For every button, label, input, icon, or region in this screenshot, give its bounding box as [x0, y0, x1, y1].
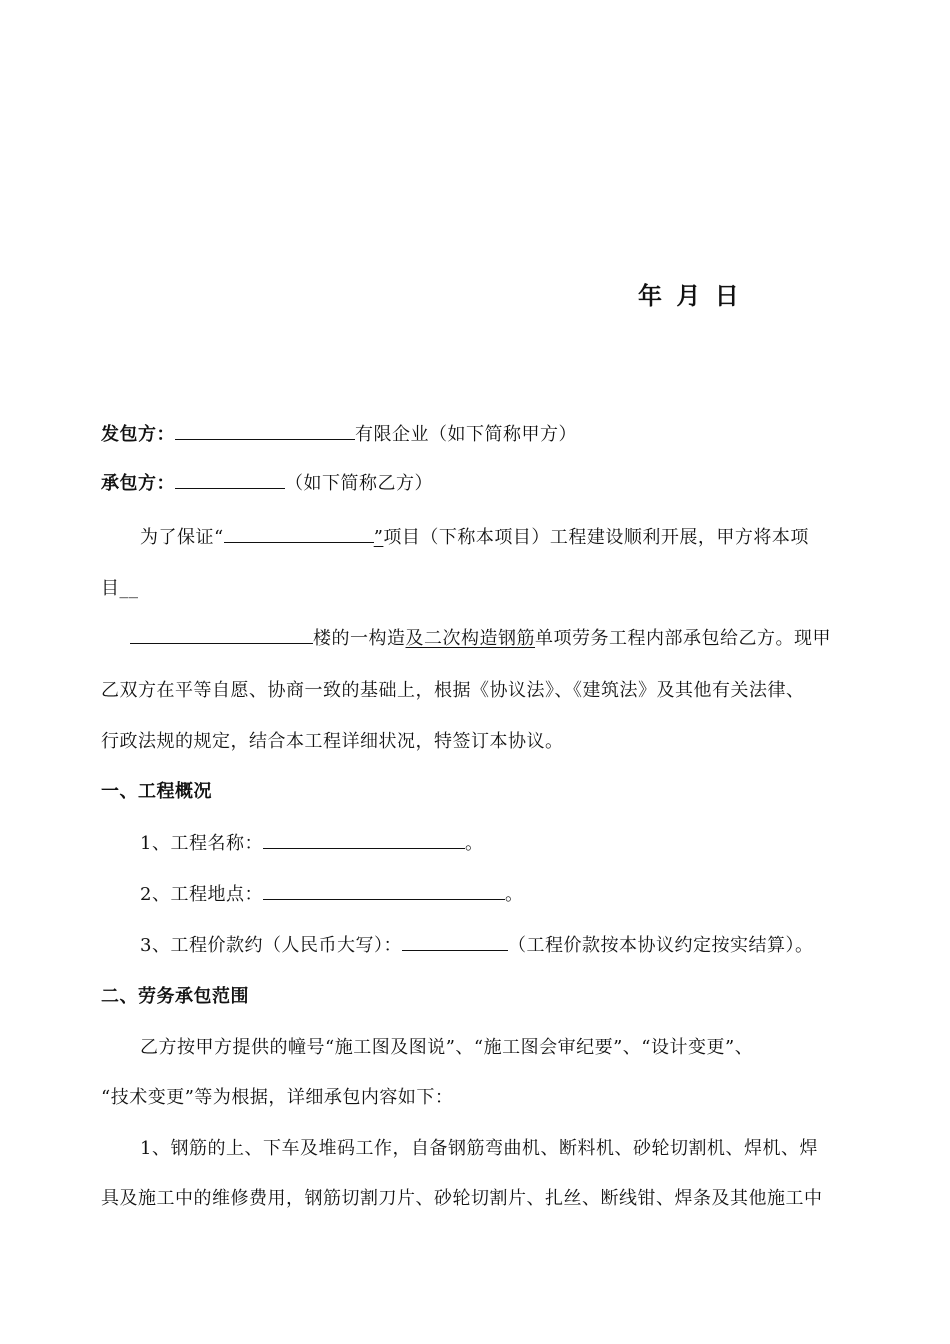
item-end: （工程价款按本协议约定按实结算）。 [507, 935, 814, 956]
contractor-label: 发包方： [101, 424, 175, 445]
section-2-line-1: 乙方按甲方提供的幢号“施工图及图说”、“施工图会审纪要”、“设计变更”、 [140, 1037, 754, 1058]
contractor-line [101, 422, 577, 447]
section-2-line-3: 1、钢筋的上、下车及堆码工作，自备钢筋弯曲机、断料机、砂轮切割机、焊机、焊 [140, 1138, 818, 1159]
building-blank[interactable] [130, 626, 313, 644]
project-location-field[interactable] [263, 882, 505, 900]
quote-end: ” [373, 527, 384, 548]
item-label: 2、工程地点： [140, 884, 263, 905]
project-location-item [140, 882, 523, 907]
intro-line-1 [140, 525, 809, 550]
intro-text: 楼的一构造 [313, 628, 406, 649]
intro-line-2: 目__ [101, 578, 139, 599]
project-name-field[interactable] [263, 831, 465, 849]
subcontractor-label: 承包方： [101, 473, 175, 494]
underlined-scope: 及二次构造钢筋 [405, 628, 535, 649]
intro-text: 为了保证“ [140, 527, 224, 548]
item-end: 。 [464, 833, 484, 854]
section-2-line-2: “技术变更”等为根据，详细承包内容如下： [101, 1087, 454, 1108]
project-price-field[interactable] [402, 933, 508, 951]
intro-line-5: 行政法规的规定，结合本工程详细状况，特签订本协议。 [101, 731, 564, 752]
project-price-item [140, 933, 813, 958]
contractor-name-blank[interactable] [175, 422, 355, 440]
item-label: 1、工程名称： [140, 833, 263, 854]
intro-line-4: 乙双方在平等自愿、协商一致的基础上，根据《协议法》、《建筑法》及其他有关法律、 [101, 680, 805, 701]
item-label: 3、工程价款约（人民币大写）： [140, 935, 402, 956]
item-end: 。 [504, 884, 524, 905]
intro-text: 单项劳务工程内部承包给乙方。现甲 [535, 628, 831, 649]
section-1-heading: 一、工程概况 [101, 781, 212, 802]
project-name-blank[interactable] [224, 525, 374, 543]
subcontractor-name-blank[interactable] [175, 471, 285, 489]
subcontractor-suffix: （如下简称乙方） [285, 473, 433, 494]
section-2-heading: 二、劳务承包范围 [101, 986, 249, 1007]
contractor-suffix: 有限企业（如下简称甲方） [355, 424, 577, 445]
intro-line-3 [130, 626, 831, 651]
project-name-item [140, 831, 483, 856]
section-2-line-4: 具及施工中的维修费用，钢筋切割刀片、砂轮切割片、扎丝、断线钳、焊条及其他施工中 [101, 1188, 823, 1209]
intro-text: 项目（下称本项目）工程建设顺利开展，甲方将本项 [383, 527, 809, 548]
subcontractor-line [101, 471, 433, 496]
date-line: 年 月 日 [638, 282, 742, 310]
